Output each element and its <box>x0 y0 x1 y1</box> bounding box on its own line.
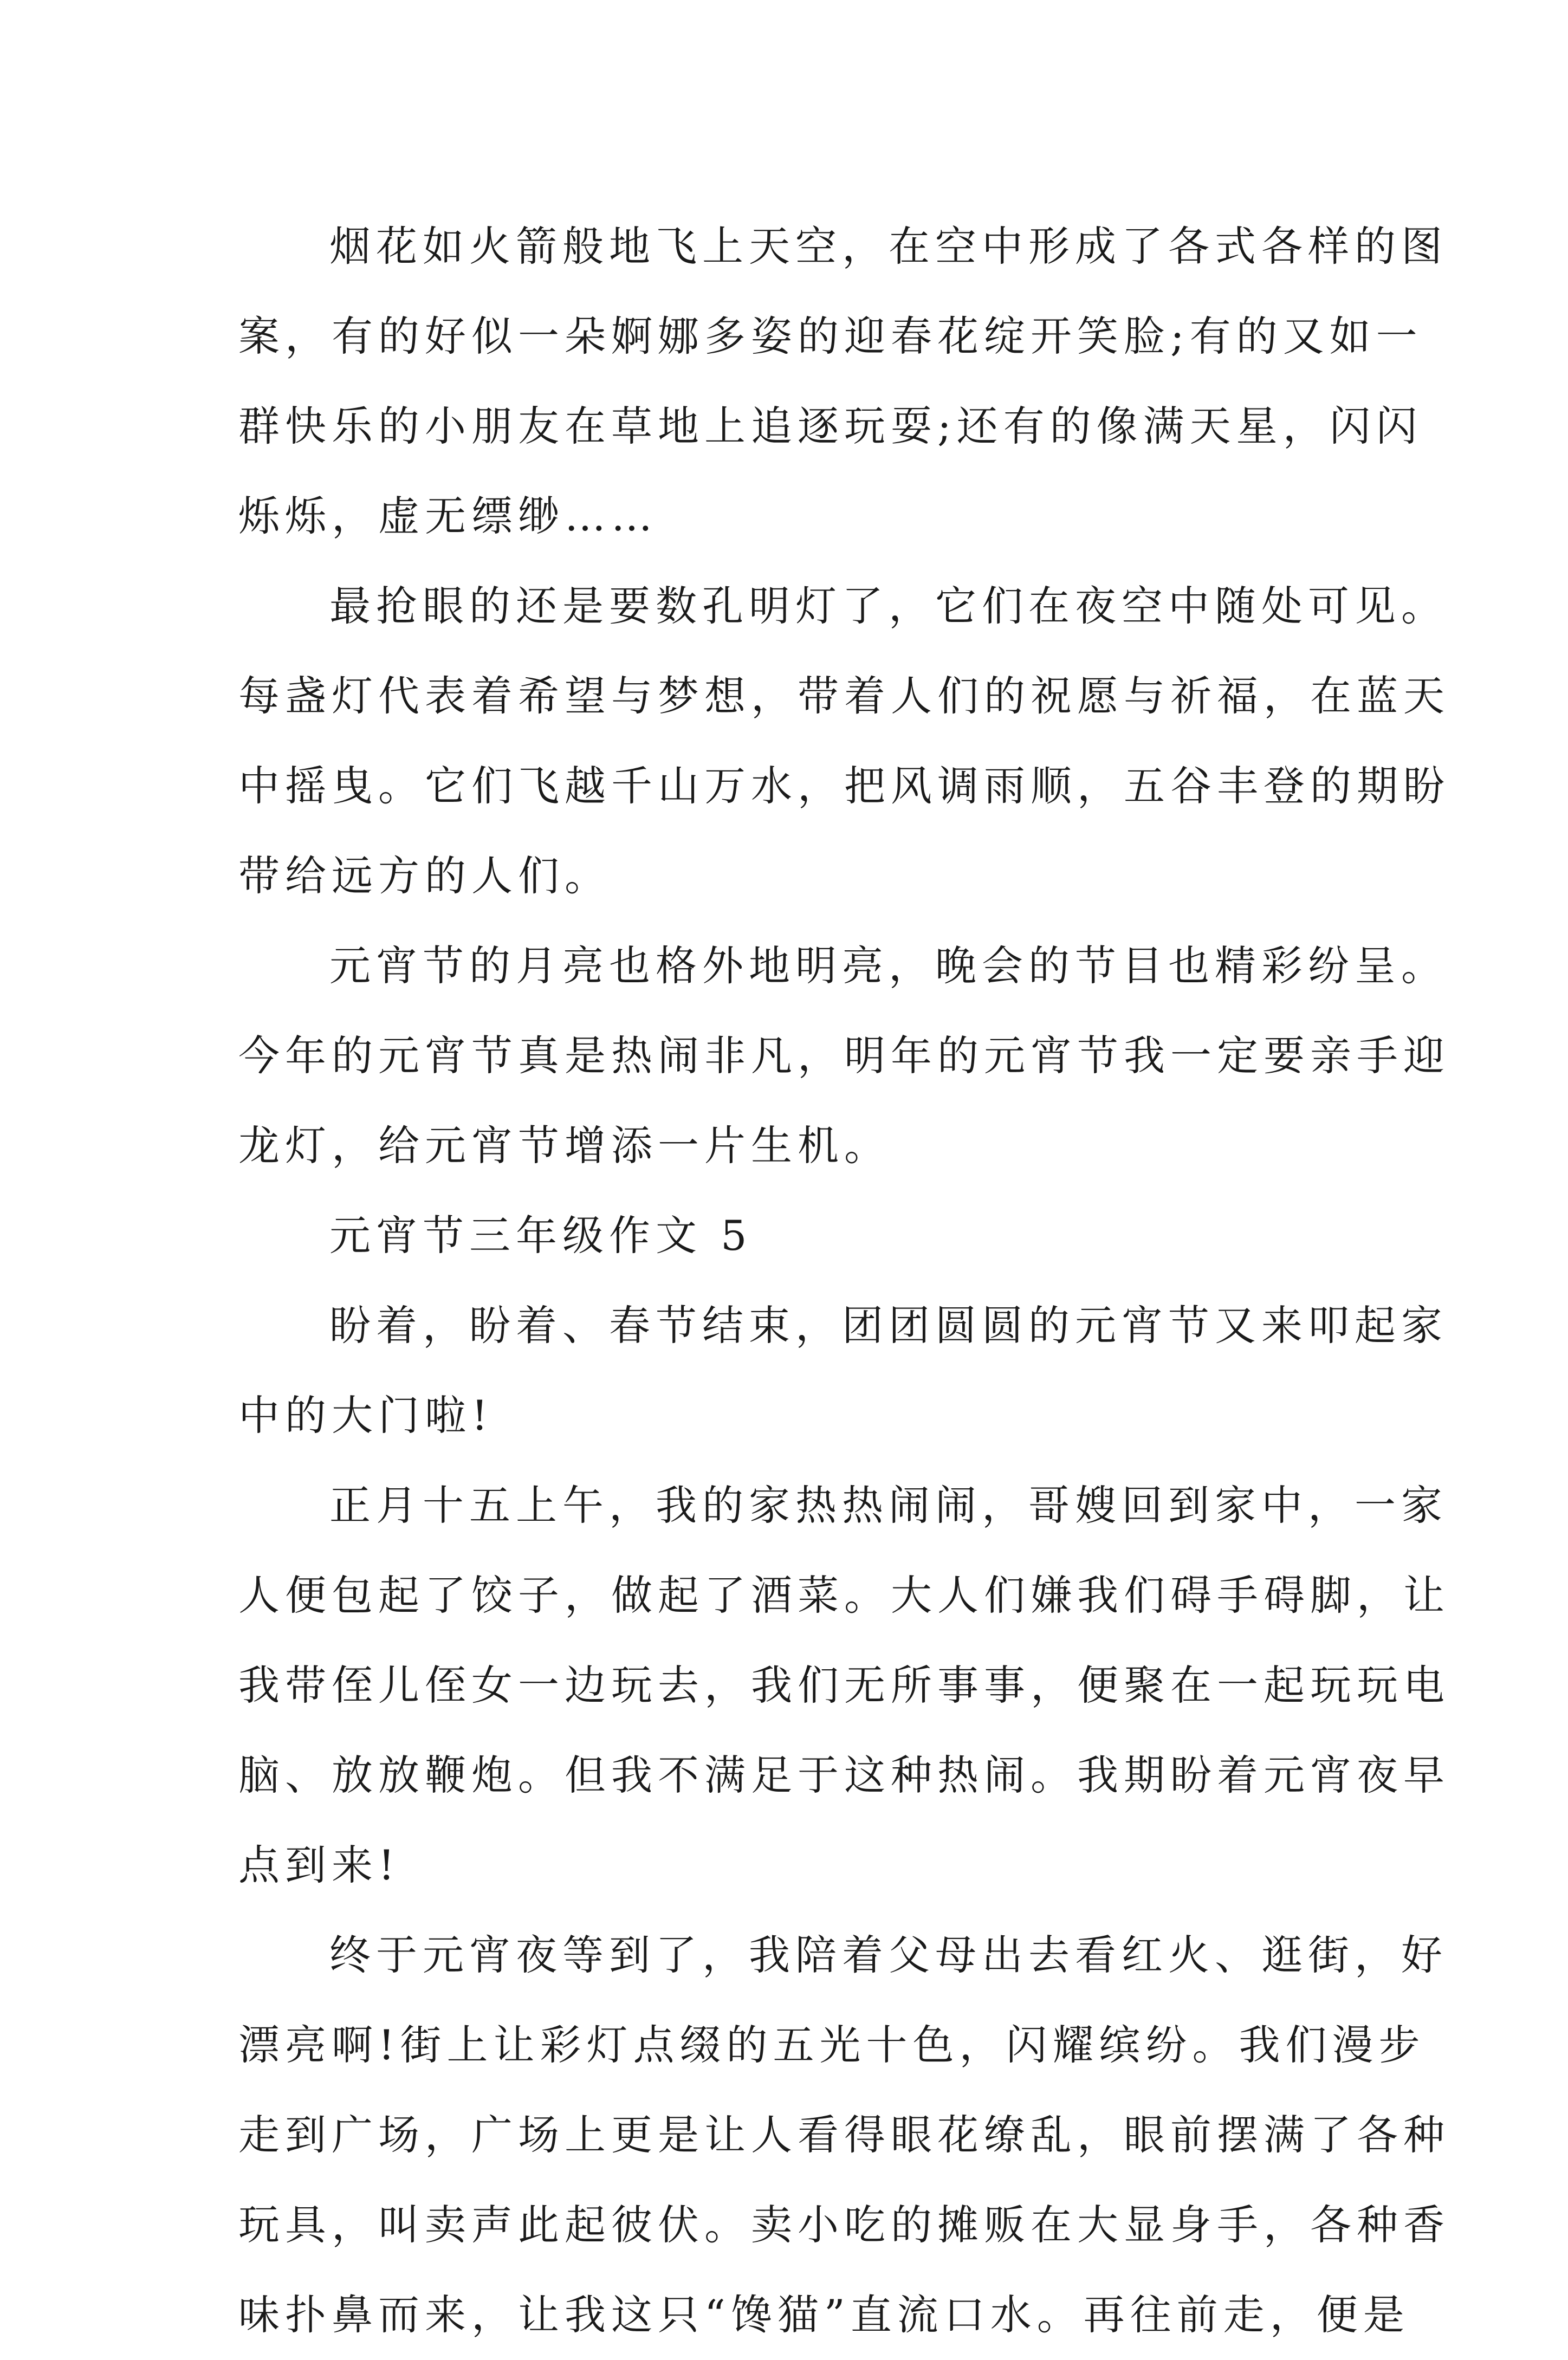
text-line: 中的大门啦! <box>238 1391 494 1440</box>
text-line: 每盏灯代表着希望与梦想，带着人们的祝愿与祈福，在蓝天 <box>238 672 1450 720</box>
text-line: 最抢眼的还是要数孔明灯了，它们在夜空中随处可见。 <box>329 582 1448 630</box>
text-line: 烁烁，虚无缥缈…… <box>238 492 658 540</box>
text-line: 元宵节三年级作文 5 <box>329 1211 753 1260</box>
text-line: 点到来! <box>238 1841 400 1889</box>
text-line: 盼着，盼着、春节结束，团团圆圆的元宵节又来叩起家 <box>329 1301 1448 1350</box>
text-line: 元宵节的月亮也格外地明亮，晚会的节目也精彩纷呈。 <box>329 942 1448 990</box>
text-line: 脑、放放鞭炮。但我不满足于这种热闹。我期盼着元宵夜早 <box>238 1751 1450 1799</box>
text-line: 中摇曳。它们飞越千山万水，把风调雨顺，五谷丰登的期盼 <box>238 762 1450 810</box>
text-line: 味扑鼻而来，让我这只“馋猫”直流口水。再往前走，便是 <box>238 2291 1410 2339</box>
text-line: 龙灯，给元宵节增添一片生机。 <box>238 1121 891 1170</box>
text-line: 漂亮啊!街上让彩灯点缀的五光十色，闪耀缤纷。我们漫步 <box>238 2021 1426 2069</box>
text-line: 带给远方的人们。 <box>238 852 611 900</box>
text-line: 正月十五上午，我的家热热闹闹，哥嫂回到家中，一家 <box>329 1481 1448 1529</box>
text-line: 群快乐的小朋友在草地上追逐玩耍;还有的像满天星，闪闪 <box>238 402 1423 450</box>
text-line: 终于元宵夜等到了，我陪着父母出去看红火、逛街，好 <box>329 1931 1448 1979</box>
text-line: 走到广场，广场上更是让人看得眼花缭乱，眼前摆满了各种 <box>238 2111 1450 2159</box>
text-line: 玩具，叫卖声此起彼伏。卖小吃的摊贩在大显身手，各种香 <box>238 2201 1450 2249</box>
text-line: 案，有的好似一朵婀娜多姿的迎春花绽开笑脸;有的又如一 <box>238 312 1423 360</box>
text-line: 我带侄儿侄女一边玩去，我们无所事事，便聚在一起玩玩电 <box>238 1661 1450 1709</box>
essay-body <box>238 202 1450 2360</box>
text-line: 人便包起了饺子，做起了酒菜。大人们嫌我们碍手碍脚，让 <box>238 1571 1450 1619</box>
text-line: 今年的元宵节真是热闹非凡，明年的元宵节我一定要亲手迎 <box>238 1032 1450 1080</box>
text-line: 烟花如火箭般地飞上天空，在空中形成了各式各样的图 <box>329 222 1448 270</box>
